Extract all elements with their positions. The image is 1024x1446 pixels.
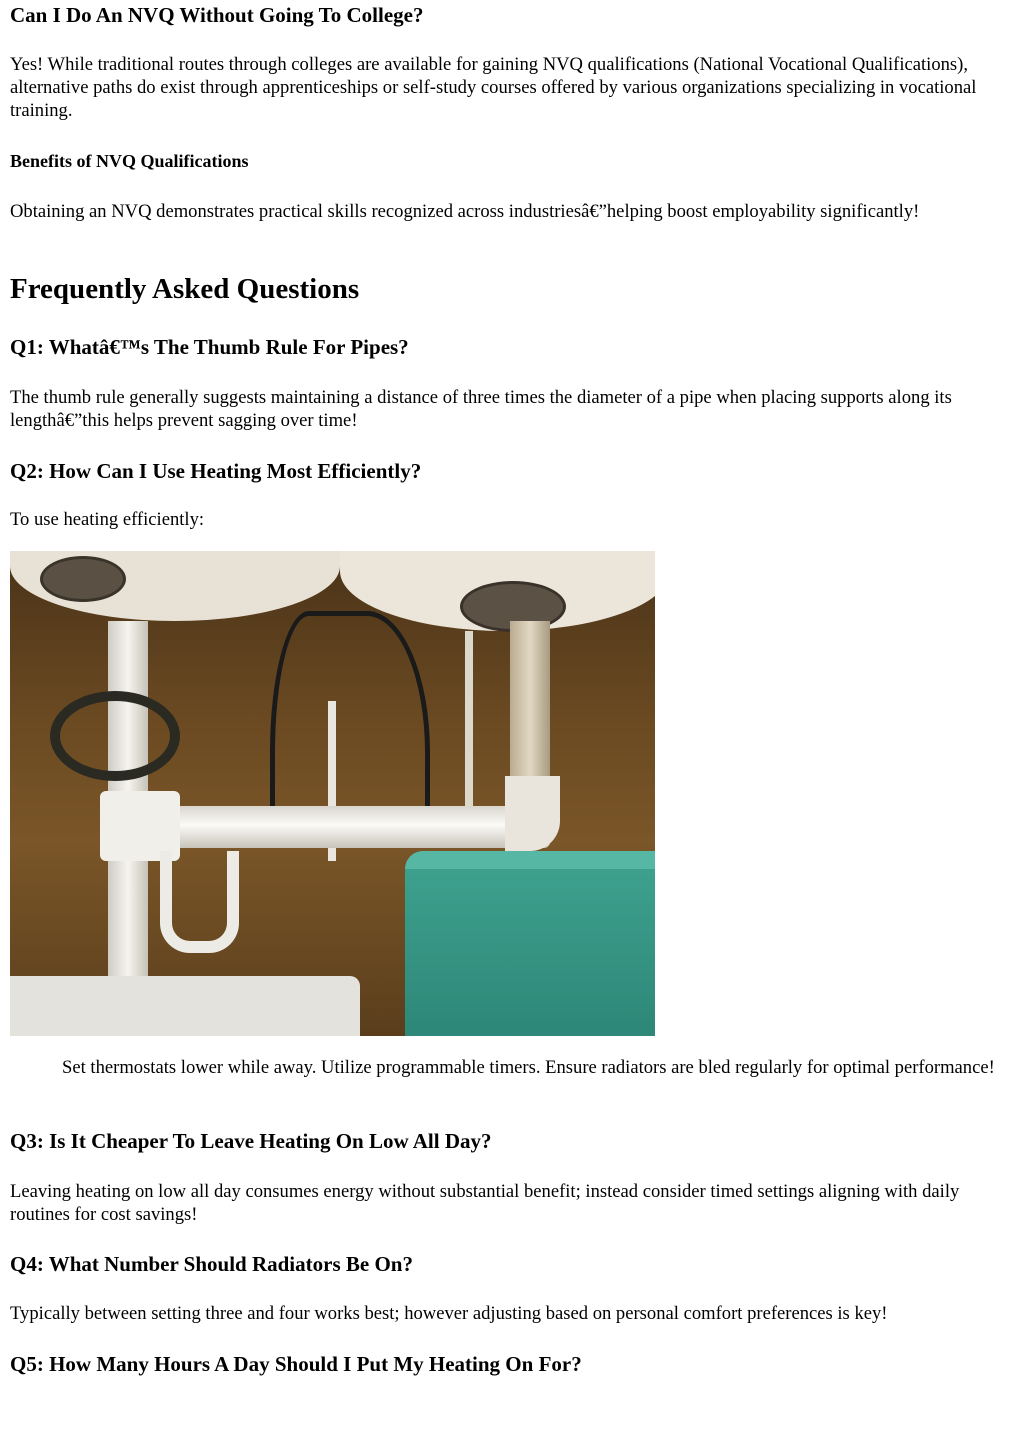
- faq-question-4: Q4: What Number Should Radiators Be On?: [10, 1252, 413, 1276]
- nvq-heading: Can I Do An NVQ Without Going To College?: [10, 3, 424, 27]
- faq-answer-4: Typically between setting three and four works best; however adjusting based on personal comfort preferences is key!: [10, 1303, 888, 1324]
- benefits-heading: Benefits of NVQ Qualifications: [10, 151, 249, 171]
- faq-answer-3: Leaving heating on low all day consumes energy without substantial benefit; instead consider timed settings aligning with daily routines for cost savings!: [10, 1181, 960, 1225]
- nvq-paragraph: Yes! While traditional routes through colleges are available for gaining NVQ qualifications (National Vocational Qualifications), alternative paths do exist through apprenticeships or self-study courses offered by various organizations specializing in vocational training.: [10, 54, 977, 121]
- heating-tips: Set thermostats lower while away. Utilize programmable timers. Ensure radiators are bled regularly for optimal performance!: [62, 1057, 995, 1078]
- benefits-paragraph: Obtaining an NVQ demonstrates practical skills recognized across industriesâ€”helping boost employability significantly!: [10, 201, 920, 222]
- faq-answer-2-intro: To use heating efficiently:: [10, 509, 205, 530]
- plumbing-photo: [10, 551, 655, 1036]
- faq-question-5: Q5: How Many Hours A Day Should I Put My Heating On For?: [10, 1352, 582, 1376]
- faq-answer-1: The thumb rule generally suggests maintaining a distance of three times the diameter of a pipe when placing supports along its lengthâ€”this helps prevent sagging over time!: [10, 387, 952, 431]
- faq-question-2: Q2: How Can I Use Heating Most Efficiently?: [10, 459, 422, 483]
- faq-title: Frequently Asked Questions: [10, 273, 360, 305]
- faq-question-3: Q3: Is It Cheaper To Leave Heating On Low All Day?: [10, 1129, 492, 1153]
- faq-question-1: Q1: Whatâ€™s The Thumb Rule For Pipes?: [10, 335, 409, 359]
